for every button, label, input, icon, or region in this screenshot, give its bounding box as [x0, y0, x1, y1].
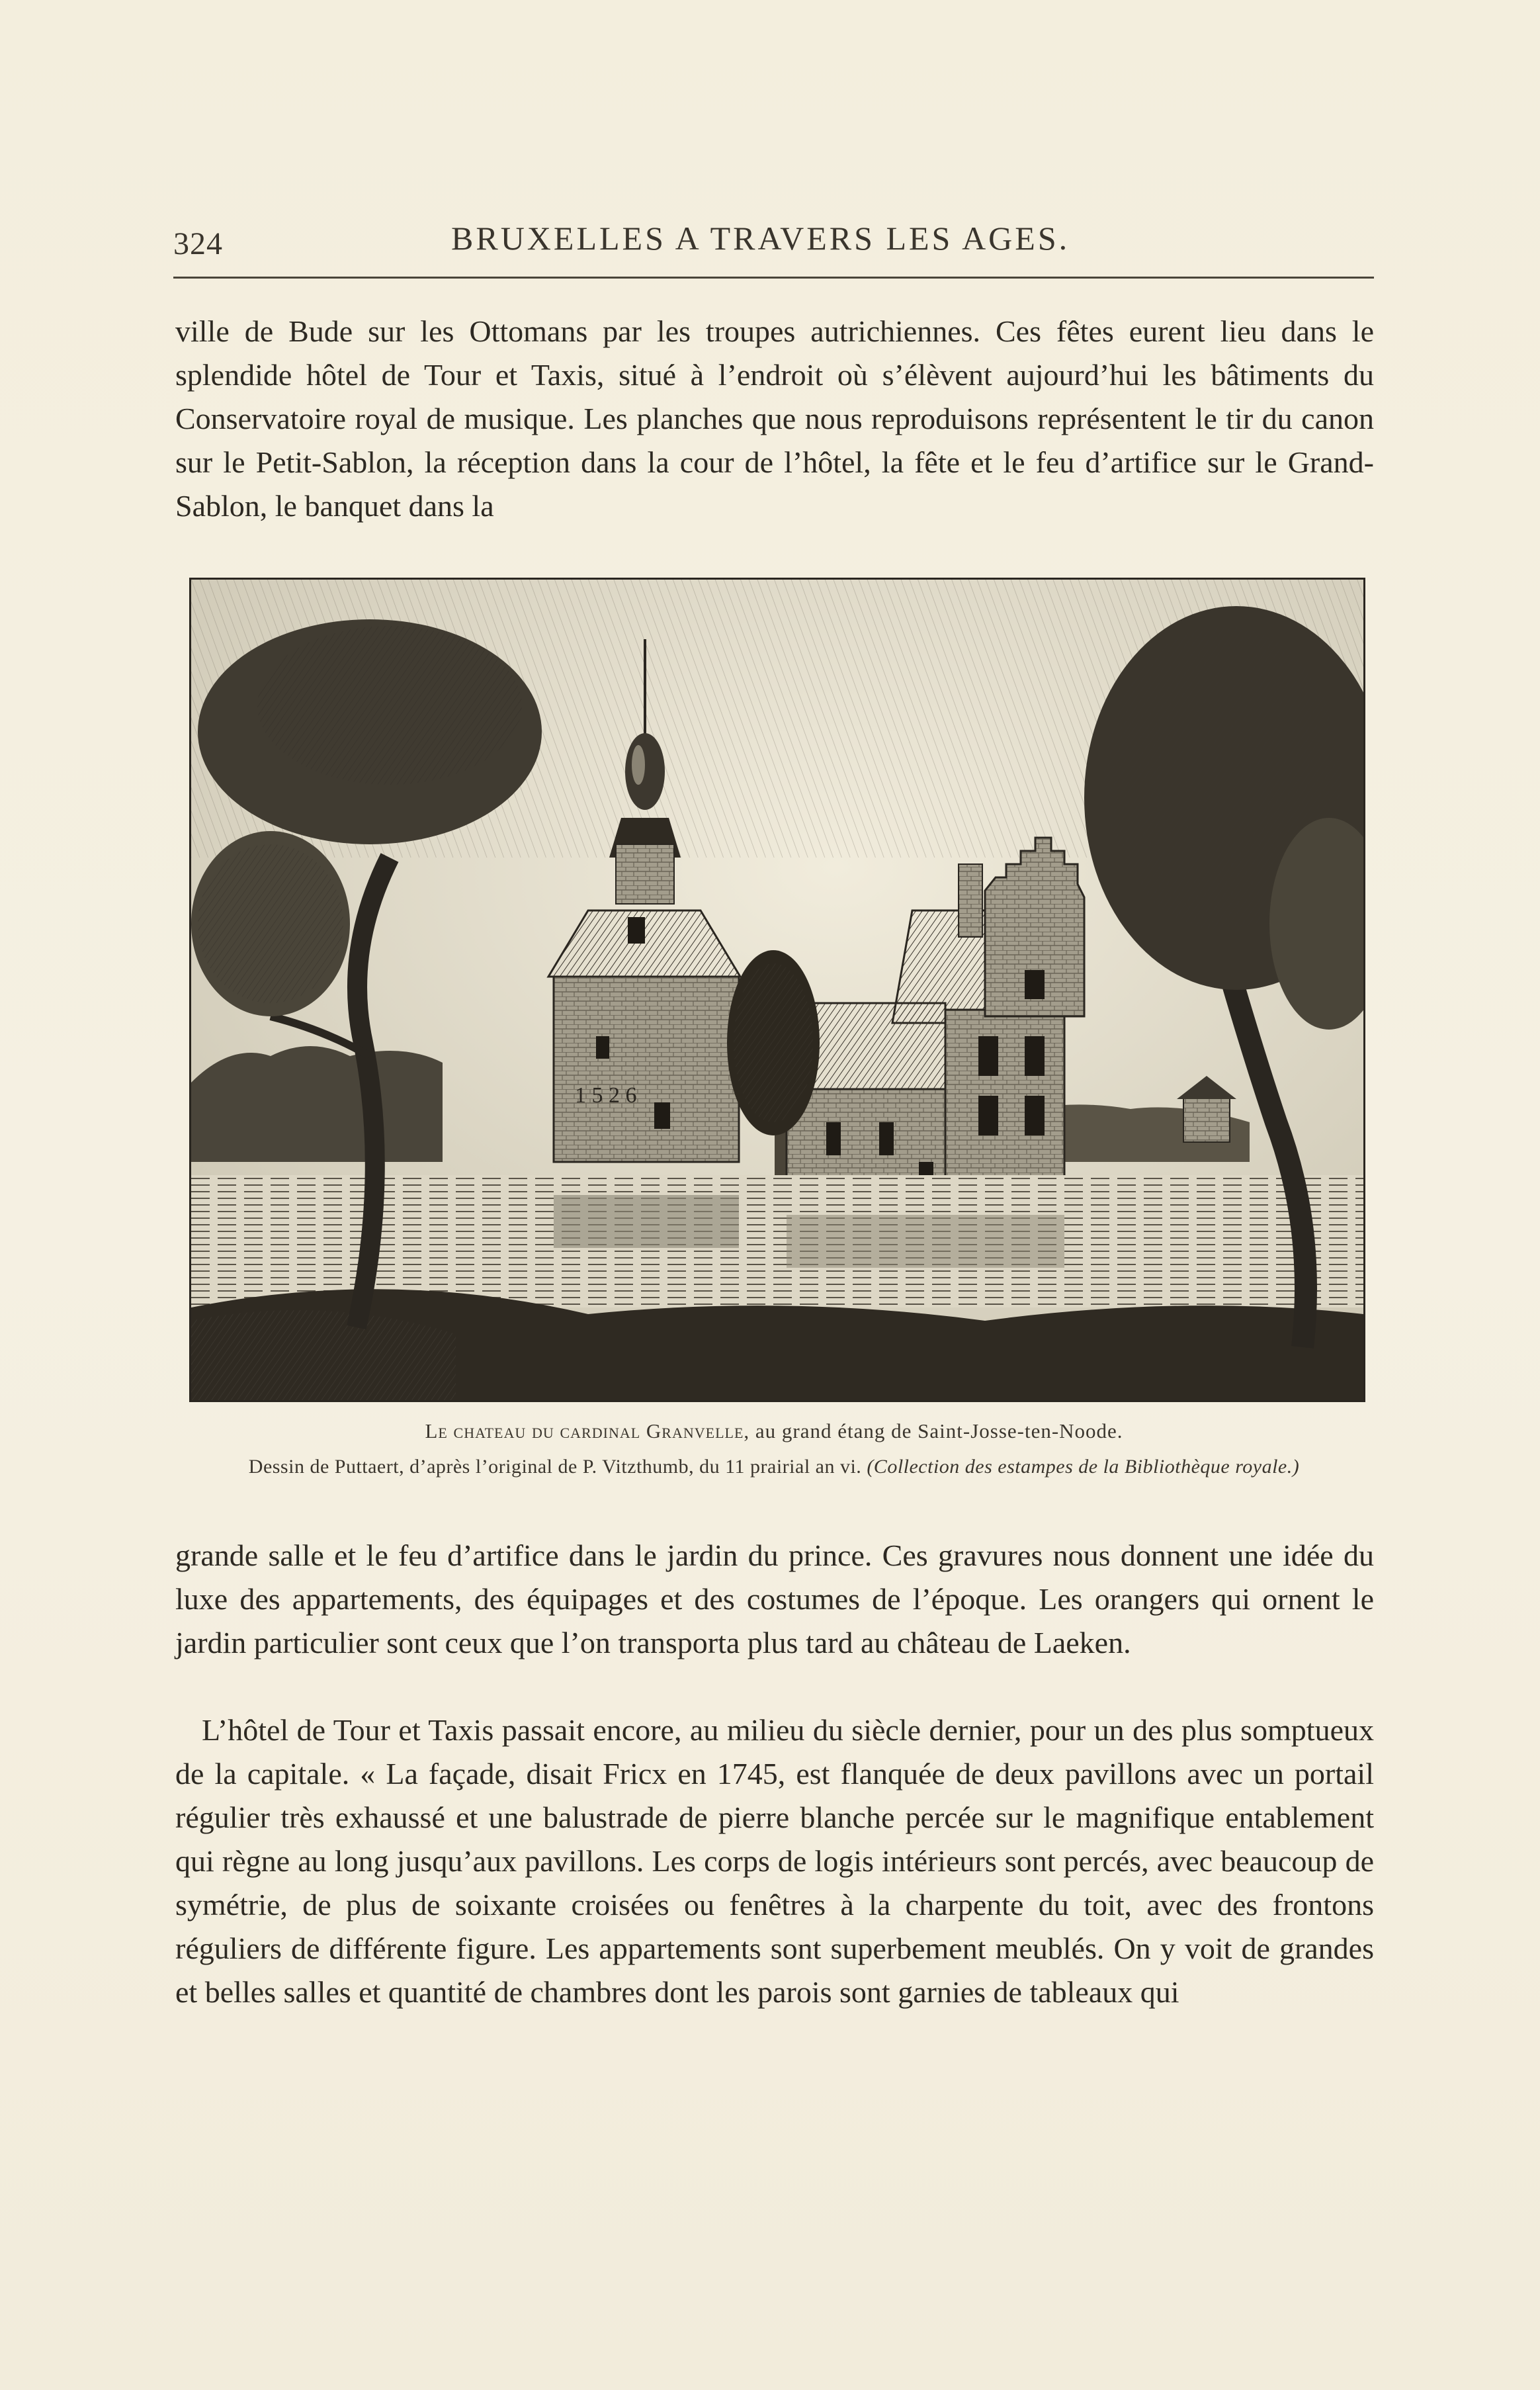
figure-caption-title	[173, 1419, 1375, 1443]
engraving-figure	[189, 578, 1365, 1402]
paragraph-1: grande salle et le feu d’artifice dans le jardin du prince. Ces gravures nous donnent une idée du luxe des appartements, des équipages et des costumes de l’époque. Les orangers qui ornent le jardin particulier sont ceux que l’on transporta plus tard au château de Laeken.	[175, 1538, 1374, 1660]
running-title: BRUXELLES A TRAVERS LES AGES.	[451, 220, 1070, 257]
page-number: 324	[173, 226, 223, 261]
tower-date: 1 5 2 6	[575, 1083, 637, 1108]
figure-caption-credit	[173, 1456, 1375, 1478]
caption-credit: Dessin de Puttaert, d’après l’original de P. Vitzthumb, du 11 prairial an vi.	[248, 1456, 867, 1478]
castle-engraving	[191, 580, 1363, 1400]
caption-title: Le chateau du cardinal Granvelle,	[425, 1419, 750, 1442]
header-rule	[173, 277, 1374, 279]
paragraph-2: L’hôtel de Tour et Taxis passait encore, au milieu du siècle dernier, pour un des plus somptueux de la capitale. « La façade, disait Fricx en 1745, est flanquée de deux pavillons avec un portail régulier très exhaussé et une balustrade de pierre blanche percée sur le magnifique entablement qui règne au long jusqu’aux pavillons. Les corps de logis intérieurs sont percés, avec beaucoup de symétrie, de plus de soixante croisées ou fenêtres à la charpente du toit, avec des frontons réguliers de différente figure. Les appartements sont superbement meublés. On y voit de grandes et belles salles et quantité de chambres dont les parois sont garnies de tableaux qui	[175, 1713, 1374, 2009]
paragraph-top: ville de Bude sur les Ottomans par les troupes autrichiennes. Ces fêtes eurent lieu dans le splendide hôtel de Tour et Taxis, situé à l’endroit où s’élèvent aujourd’hui les bâtiments du Conservatoire royal de musique. Les planches que nous reproduisons représentent le tir du canon sur le Petit-Sablon, la réception dans la cour de l’hôtel, la fête et le feu d’artifice sur le Grand-Sablon, le banquet dans la	[175, 314, 1374, 523]
caption-collection: (Collection des estampes de la Bibliothèque royale.)	[867, 1456, 1300, 1478]
page-header	[173, 215, 1377, 268]
caption-location: au grand étang de Saint-Josse-ten-Noode.	[749, 1419, 1123, 1442]
